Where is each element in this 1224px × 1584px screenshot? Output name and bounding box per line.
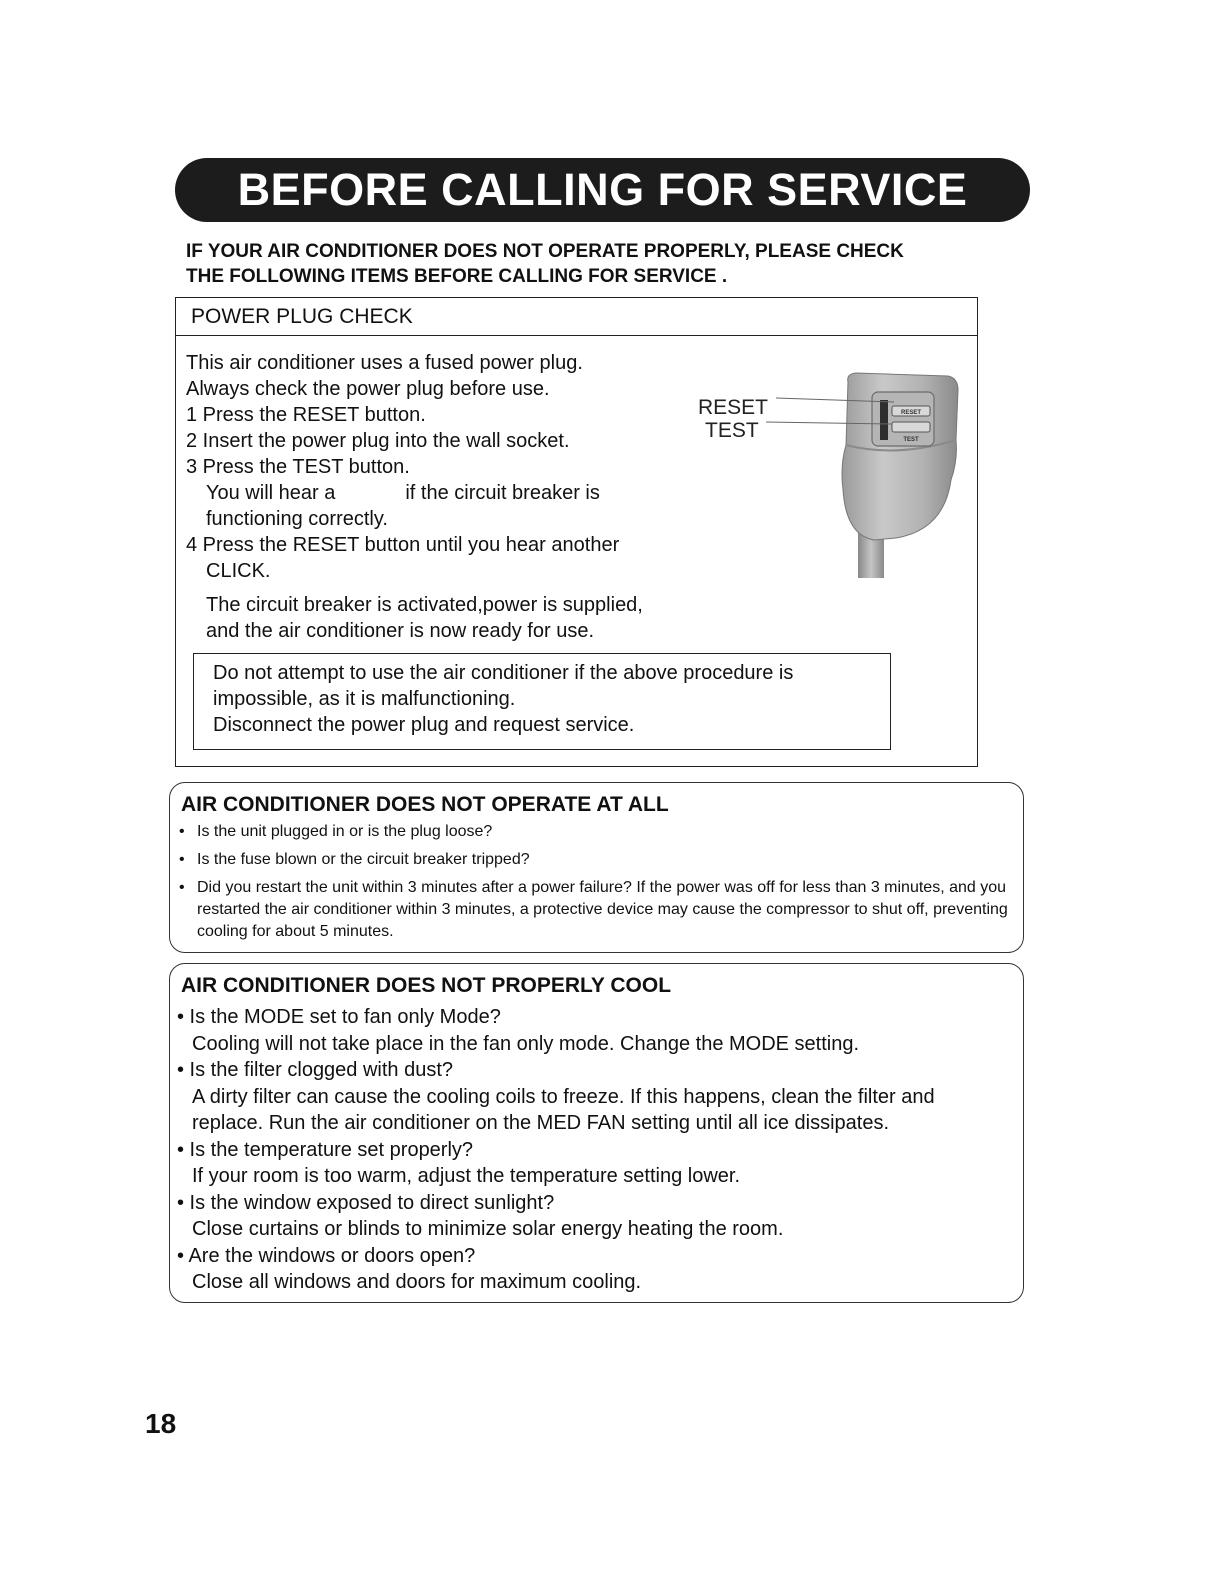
not-operate-checklist [179, 821, 1019, 949]
hear-after-text: if the circuit breaker is [405, 482, 600, 504]
ready-line-1: The circuit breaker is activated,power is supplied, [206, 594, 643, 616]
power-plug-check-box [175, 297, 978, 767]
hear-click-cont: functioning correctly. [206, 508, 388, 530]
intro-line-1: IF YOUR AIR CONDITIONER DOES NOT OPERATE PROPERLY, PLEASE CHECK [186, 241, 904, 262]
list-item: • Is the fuse blown or the circuit breaker tripped? [179, 851, 530, 868]
test-label: TEST [705, 419, 759, 442]
intro-text [186, 239, 1006, 289]
not-cool-checklist [177, 1004, 1022, 1296]
list-item-question: • Are the windows or doors open? [177, 1244, 476, 1267]
list-item-question: • Is the window exposed to direct sunlight? [177, 1191, 555, 1214]
instruction-step-4: 4 Press the RESET button until you hear another [186, 534, 620, 556]
warning-line: Disconnect the power plug and request service. [213, 714, 635, 736]
section-not-cool [169, 963, 1024, 1303]
list-item-question: • Is the filter clogged with dust? [177, 1059, 454, 1081]
ready-line-2: and the air conditioner is now ready for use. [206, 620, 594, 642]
plug-test-button [892, 422, 930, 432]
list-item-answer: Close all windows and doors for maximum cooling. [192, 1271, 642, 1293]
list-item: • Did you restart the unit within 3 minutes after a power failure? If the power was off for less than 3 minutes, and you restarted the air conditioner within 3 minutes, a protective device may cause the compressor to shut off, preventing cooling for about 5 minutes. [179, 879, 1008, 940]
section-not-cool-title: AIR CONDITIONER DOES NOT PROPERLY COOL [181, 974, 672, 997]
list-item: • Is the unit plugged in or is the plug loose? [179, 823, 493, 840]
instruction-line: Always check the power plug before use. [186, 378, 550, 400]
list-item-answer: A dirty filter can cause the cooling coils to freeze. If this happens, clean the filter and [192, 1085, 935, 1108]
list-item-answer: Close curtains or blinds to minimize solar energy heating the room. [192, 1218, 784, 1240]
intro-line-2: THE FOLLOWING ITEMS BEFORE CALLING FOR SERVICE . [186, 266, 728, 287]
reset-label: RESET [698, 396, 769, 419]
instruction-line: This air conditioner uses a fused power plug. [186, 352, 583, 374]
power-plug-instructions [186, 350, 706, 644]
list-item-question: • Is the temperature set properly? [177, 1138, 474, 1161]
list-item-answer: Cooling will not take place in the fan only mode. Change the MODE setting. [192, 1032, 860, 1055]
plug-reset-text: RESET [900, 410, 922, 416]
page-title: BEFORE CALLING FOR SERVICE [237, 164, 968, 215]
page-number: 18 [145, 1408, 177, 1439]
instruction-step-1: 1 Press the RESET button. [186, 404, 426, 426]
instruction-step-3: 3 Press the TEST button. [186, 456, 410, 478]
page-title-banner [175, 158, 1030, 222]
power-plug-check-header: POWER PLUG CHECK [176, 298, 977, 336]
warning-line: Do not attempt to use the air conditioner if the above procedure is [213, 662, 794, 684]
power-plug-illustration [696, 370, 966, 585]
hear-before-text: You will hear a [206, 482, 336, 504]
hear-click-line [186, 480, 706, 506]
plug-test-text: TEST [903, 437, 919, 443]
list-item-question: • Is the MODE set to fan only Mode? [177, 1006, 501, 1028]
instruction-step-4-cont: CLICK. [206, 560, 271, 582]
power-plug-image [696, 370, 966, 585]
section-not-operate [169, 782, 1024, 953]
list-item-answer: replace. Run the air conditioner on the MED FAN setting until all ice dissipates. [192, 1112, 890, 1134]
warning-box [193, 653, 891, 750]
list-item-answer: If your room is too warm, adjust the temperature setting lower. [192, 1165, 741, 1187]
instruction-step-2: 2 Insert the power plug into the wall socket. [186, 430, 570, 452]
section-not-operate-title: AIR CONDITIONER DOES NOT OPERATE AT ALL [181, 793, 669, 816]
warning-line: impossible, as it is malfunctioning. [213, 688, 516, 710]
